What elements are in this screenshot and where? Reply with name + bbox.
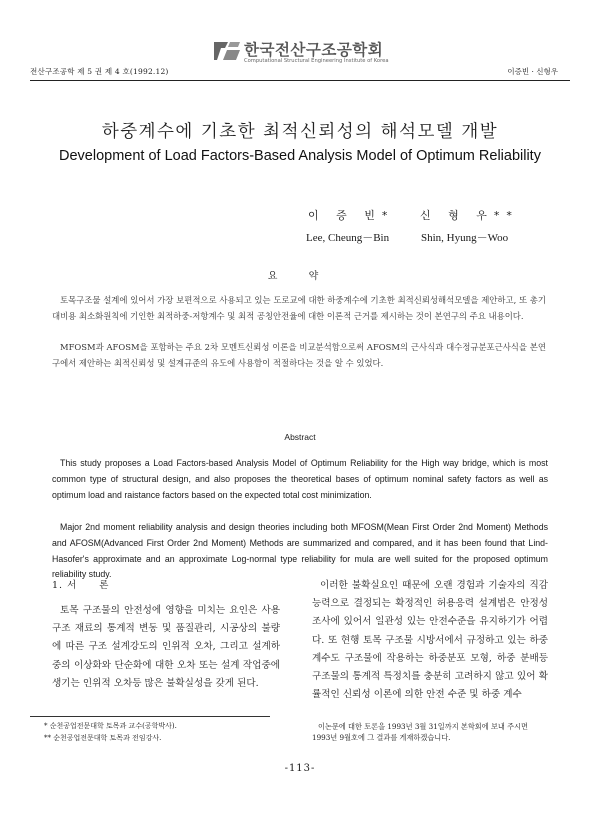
- abstract-english-para-2: Major 2nd moment reliability analysis and design theories including both MFOSM(Mean First Order 2nd Moment) Methods and AFOSM(Advanced First Order 2nd Moment) Methods are summarized and compared, and it has been found that Lind-Hasofer's approximate and an approximate Log-normal type reliability for mula are well suited for the proposed optimum reliability study.: [52, 522, 548, 580]
- author-2-english: Shin, Hyung－Woo: [421, 232, 509, 244]
- author-1-english: Lee, Cheung－Bin: [306, 232, 390, 244]
- logo-korean-text: 한국전산구조공학회: [244, 41, 384, 59]
- society-logo: [214, 38, 404, 70]
- title-english: Development of Load Factors-Based Analysis Model of Optimum Reliability: [59, 148, 541, 164]
- abstract-korean-para-1: 토목구조물 설계에 있어서 가장 보편적으로 사용되고 있는 도로교에 대한 하중계수에 기초한 최적신뢰성해석모델을 제안하고, 또 총기대비용 최소화원칙에 기인한 최적하중-저항계수 및 최적 공칭안전율에 대한 이론적 근거를 제시하는 것이 본연구의 주요 내용이다.: [52, 295, 546, 321]
- section-1-left-column: 토목 구조물의 안전성에 영향을 미치는 요인은 사용 구조 재료의 통계적 변동 및 품질관리, 시공상의 불량에 따른 구조 설계강도의 인위적 오차, 그리고 설계하중의 이상화와 단순화에 대한 오차 또는 설계 작업중에 생기는 인위적 오차등 많은 불확실성을 갖게 된다.: [52, 605, 280, 689]
- section-1-heading: [52, 577, 109, 591]
- abstract-korean-para-2: MFOSM과 AFOSM을 포함하는 주요 2차 모멘트신뢰성 이론을 비교분석함으로써 AFOSM의 근사식과 대수정규분포근사식을 본연구에서 제안하는 최적신뢰성 및 설계규준의 유도에 사용함이 적절하다는 것을 알 수 있었다.: [52, 342, 546, 368]
- journal-citation: 전산구조공학 제 5 권 제 4 호(1992.12): [30, 67, 169, 76]
- author-1-korean: 이 증 빈*: [308, 209, 395, 222]
- footnote-1: * 순천공업전문대학 토목과 교수(공학박사).: [44, 722, 177, 730]
- header-rule: [30, 80, 570, 81]
- section-1-right-column: 이러한 불확실요인 때문에 오랜 경험과 기술자의 직감 능력으로 결정되는 확정적인 허용응력 설계법은 안정성 조사에 있어서 일관성 있는 안전수준을 유지하기가 어렵다. 또 현행 토목 구조물 시방서에서 규정하고 있는 하중계수도 구조물에 작용하는 하중분포 모형, 하중 분배등 구조물의 통계적 특정치를 충분히 고려하지 않고 있어 확률적인 신뢰성 이론에 의한 안전 수준 및 하중 계수: [312, 580, 548, 701]
- abstract-english-heading: Abstract: [284, 432, 316, 442]
- footnote-2: ** 순천공업전문대학 토목과 전임강사.: [44, 734, 162, 742]
- page-number: -113-: [284, 763, 316, 774]
- abstract-english-para-1: This study proposes a Load Factors-based Analysis Model of Optimum Reliability for the High way bridge, which is most common type of structural design, and also proposes the theoretical bases of optimum nominal safety factors as well as optimum load and raistance factors based on the expected total cost minimization.: [52, 458, 548, 500]
- title-korean: 하중계수에 기초한 최적신뢰성의 해석모델 개발: [101, 122, 499, 142]
- logo-english-text: Computational Structural Engineering Institute of Korea: [244, 58, 389, 64]
- society-logo-icon: [214, 40, 240, 62]
- section-1-number: 1. 서: [52, 580, 78, 591]
- footnote-rule: [30, 716, 270, 717]
- author-2-korean: 신 형 우**: [420, 209, 519, 222]
- discussion-note: 이논문에 대한 토론을 1993년 3월 31일까지 본학회에 보내 주시면 1993년 9월호에 그 결과를 게재하겠습니다.: [312, 722, 528, 742]
- section-1-title: 론: [99, 580, 110, 591]
- abstract-korean-heading: 요 약: [267, 271, 333, 282]
- running-authors: 이증빈 · 신형우: [507, 67, 558, 76]
